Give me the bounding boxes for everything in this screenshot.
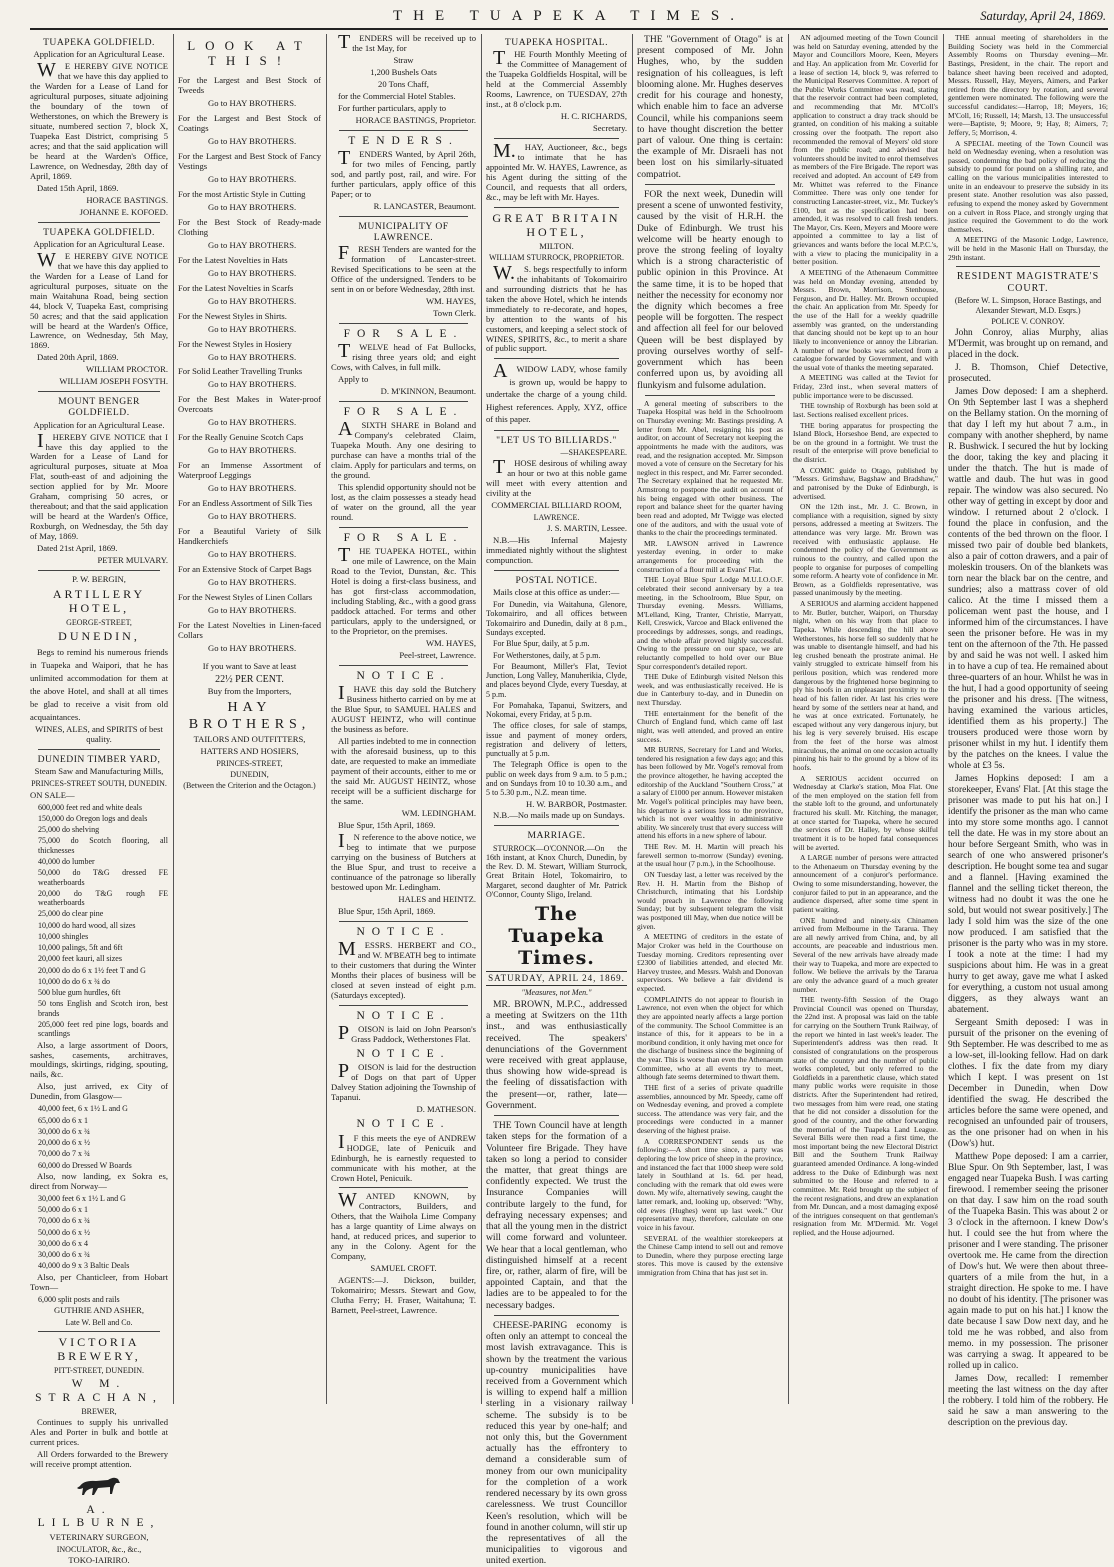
list-item: 70,000 do 7 x ¾: [38, 1149, 90, 1159]
column-3: [331, 31, 476, 1404]
notice-heading: POSTAL NOTICE.: [515, 575, 598, 587]
notice-signature: H. C. RICHARDS,: [560, 110, 627, 121]
tender-item: Straw: [393, 54, 414, 65]
news-paragraph: THE Loyal Blue Spur Lodge M.U.I.O.O.F. celebrated their second anniversary by a tea meeting, in the Schoolroom, Blue Spur, on Thursday evening. Messrs. Williams, M'Lelland, King, Tranter, Christie, Marryatt, Kell, Creswick, Varcoe and Black enlivened the proceedings by addresses, songs, and readings, and the whole affair proved highly successful. Owing to the pressure on our space, we are reluctantly compelled to hold over our Blue Spur correspondent's detailed report.: [637, 575, 783, 671]
notice-signature: H. W. BARBOR, Postmaster.: [526, 798, 627, 809]
news-paragraph: ON Tuesday last, a letter was received by the Rev. H. H. Martin from the Bishop of Christchurch, intimating that his Lordship would preach in Lawrence the following Sunday; but by subsequent telegram the visit was postponed till May, when due notice will be given.: [637, 869, 783, 931]
news-paragraph: THE township of Roxburgh has been sold at last. Sections realised excellent prices.: [793, 401, 938, 419]
court-heading: RESIDENT MAGISTRATE'S COURT.: [956, 271, 1100, 294]
list-item: For Dunedin, via Waitahuna, Glenore, Tokomairiro, and all offices between Tokomairiro and Dunedin, daily at 8 p.m., Sundays excepted.: [486, 600, 627, 637]
list-item: 30,000 feet 6 x 1½ L and G: [38, 1193, 126, 1203]
court-case: POLICE V. CONROY.: [991, 316, 1065, 326]
list-item: 20,000 do do 6 x 1½ feet T and G: [38, 965, 146, 975]
news-paragraph: MR. LAWSON arrived in Lawrence yesterday evening, in order to make arrangements for proceeding with the construction of a flour mill at Evans' Flat.: [637, 538, 783, 574]
notice-signature: R. LANCASTER, Beaumont.: [373, 200, 476, 211]
list-item: 6,000 split posts and rails: [38, 1294, 120, 1304]
notice-text: TWELVE head of Fat Bullocks, rising three years old; and eight Cows, with Calves, in full milk.: [331, 340, 476, 373]
news-paragraph: ONE hundred and ninety-six Chinamen arrived from Melbourne in the Tararua. They are all newly arrived from China, and, by all accounts, are peaceable and industrious men. Several of the new arrivals have already made their way to Tuapeka, and more are expected to follow. We believe the arrivals by the Tararua are only the advance guard of a much greater number.: [793, 915, 938, 994]
tender-text: for the Commercial Hotel Stables.: [338, 90, 456, 101]
goto-line: Go to HAY BROTHERS.: [208, 267, 297, 278]
hotel-ad-text: Begs to remind his numerous friends in Tuapeka and Waipori, that he has unlimited accommodation for them at the above Hotel, and shall at all times be glad to receive a visit from old acquaintances.: [30, 647, 168, 722]
list-item: For the Newest Styles in Hosiery: [178, 338, 292, 349]
notice-heading: MARRIAGE.: [527, 830, 586, 842]
list-item: For an Extensive Stock of Carpet Bags: [178, 564, 312, 574]
column-rule: [481, 34, 482, 1404]
hay-location: (Between the Criterion and the Octagon.): [183, 781, 316, 791]
billiards-heading: "LET US TO BILLIARDS.": [496, 434, 617, 446]
notice-text: THE TUAPEKA HOTEL, within one mile of Lawrence, on the Main Road to the Teviot, Dunstan, &c. This Hotel is doing a first-class business, and has got first-class accommodation, including Stabling, &c., with a good grass paddock attached. For terms and other particulars, apply to the undersigned, or to the Proprietor, on the premises.: [331, 544, 476, 637]
editorial: [486, 999, 627, 1567]
notice-signature: D. MATHESON.: [416, 1104, 476, 1115]
news-paragraph: A SPECIAL meeting of the Town Council was held on Wednesday evening, when a resolution was passed, condemning the bad policy of reducing the subsidy to pound for pound on a shilling rate, and calling on the various municipalities interested to unite in an endeavour to preserve the subsidy in its present state. Another resolution was also passed, refusing to expend the money asked by Government on a culvert in Ross Place, and strongly urging that justice required the Government to do the work themselves.: [948, 138, 1108, 234]
list-item: 20,000 feet kauri, all sizes: [38, 954, 122, 964]
notice-heading: FOR SALE.: [343, 532, 464, 545]
paper-motto: "Measures, not Men.": [521, 987, 592, 997]
column-4: [486, 34, 627, 1567]
hay-brothers-heading: HAY BROTHERS,: [188, 700, 311, 732]
vet-title: VETERINARY SURGEON,: [49, 1531, 149, 1542]
brewery-heading: VICTORIA BREWERY,: [57, 1335, 141, 1364]
list-item: 10,000 palings, 5ft and 6ft: [38, 943, 123, 953]
hotel-name: GREAT BRITAIN HOTEL,: [492, 210, 621, 239]
lease-notice-date: Dated 20th April, 1869.: [37, 352, 119, 363]
ad-heading: MOUNT BENGER GOLDFIELD.: [58, 396, 140, 419]
list-item: For Blue Spur, daily, at 5 p.m.: [493, 639, 590, 649]
notice-text: IN reference to the above notice, we beg to intimate that we purpose carrying on the business of Butchers at the Blue Spur, and trust to receive a continuance of the patronage so liberally bestowed upon Mr. Ledingham.: [331, 829, 476, 892]
ad-heading: TUAPEKA GOLDFIELD.: [43, 226, 155, 238]
goto-line: Go to HAY BROTHERS.: [208, 323, 297, 334]
news-paragraph: COMPLAINTS do not appear to flourish in Lawrence, not even when the object for which they are appointed nearly affects a large portion of the community. The School Committee is an instance of this, for it appears to be in a moribund condition, it only having met once for the discharge of business since the beginning of the year. This is worse than even the Athenaeum Committee, who at all events try to meet, although fate seems determined to thwart them.: [637, 994, 783, 1082]
news-paragraph: THE boring apparatus for prospecting the Island Block, Horseshoe Bend, are expected to be on the ground in a fortnight. We trust the result of the enterprise will prove beneficial to the district.: [793, 420, 938, 464]
timber-also: Also, now landing, ex Sokra es, direct from Norway—: [30, 1170, 168, 1191]
masthead-title: THE TUAPEKA TIMES.: [392, 8, 746, 24]
list-item: 25,000 do clear pine: [38, 909, 104, 919]
notice-signature: HALES and HEINTZ.: [398, 893, 476, 904]
notice-text: MESSRS. HERBERT and CO., and W. M'BEATH beg to intimate to their customers that during the Winter Months their places of business will be closed at seven instead of eight p.m. (Saturdays excepted).: [331, 938, 476, 1000]
hotel-proprietor: P. W. BERGIN,: [72, 574, 126, 585]
tender-item: 1,200 Bushels Oats: [370, 66, 437, 77]
vet-place: TOKO-IAIRIRO.: [68, 1554, 130, 1565]
news-paragraph: A general meeting of subscribers to the Tuapeka Hospital was held in the Schoolroom on Thursday evening: Mr. Bastings presiding. A letter from Mr. Abel, resigning his post as auditor, on account of Secretary not keeping the appointments he made with the auditors, was read, and the resignation accepted. Mr. Simpson moved a vote of censure on the Secretary for his neglect in this respect, and Mr. Farrer seconded. The Secretary explained that he requested Mr. Armstrong to postpone the audit on account of his being engaged with other business. The report and balance sheet for the quarter having been read and adopted, Mr Twigge was elected one of the auditors, and with the usual vote of thanks to the chair the proceedings terminated.: [637, 398, 783, 538]
list-item: 30,000 do 6 x ¾: [38, 1126, 90, 1136]
list-item: For the Really Genuine Scotch Caps: [178, 432, 304, 443]
column-5: [637, 34, 783, 1404]
list-item: 30,000 do 6 x 4: [38, 1238, 88, 1248]
notice-heading: FOR SALE.: [343, 327, 464, 340]
list-item: For the Latest Novelties in Scarfs: [178, 282, 294, 293]
notice-heading: NOTICE.: [356, 670, 451, 683]
notice-text: AWIDOW LADY, whose family is grown up, would be happy to undertake the charge of a young child. Highest references. Apply, XYZ, office of this paper.: [486, 360, 627, 425]
notice-text: POISON is laid for the destruction of Dogs on that part of Upper Dalvey Station adjoining the Township of Tapanui.: [331, 1060, 476, 1103]
timber-stock-list: [30, 803, 168, 1039]
lease-signature: HORACE BASTINGS.: [86, 194, 168, 205]
goto-line: Go to HAY BROTHERS.: [208, 295, 297, 306]
list-item: 500 blue gum hurdles, 6ft: [38, 988, 121, 998]
notice-text: WANTED KNOWN, by Contractors, Builders, and Others, that the Waihola Lime Company has a large quantity of Lime always on hand, at reduced prices, and superior to any in the Colony. Agent for the Company,: [331, 1189, 476, 1262]
notice-text: N.B.—No mails made up on Sundays.: [493, 810, 625, 821]
article-paragraph: CHEESE-PARING economy is often only an attempt to conceal the most lavish extravagance. This is shown by the treatment the various up-country municipalities have received from a Government which is willing to expend half a million sterling in a visionary railway scheme. The subsidy is to be reduced this year by one-half; and not only this, but the Government actually has the effrontery to demand a considerable sum of money from our own municipality for the completion of a work rendered necessary by its own gross carelessness. We trust Councillor Keen's resolution, which will be found in another column, will stir up the representatives of all the municipalities to vigorous and united exertion.: [486, 1319, 627, 1567]
vet-inoc: INOCULATOR, &c., &c.,: [56, 1544, 142, 1554]
list-item: 10,000 do do 6 x ¾ do: [38, 976, 110, 986]
notice-text: FRESH Tenders are wanted for the formation of Lancaster-street. Revised Specifications to be seen at the Office of the undersigned. Tenders to be sent in on or before Wednesday, 28th inst.: [331, 242, 476, 295]
notice-heading: NOTICE.: [356, 925, 451, 938]
goto-line: Go to HAY BROTHERS.: [208, 604, 297, 615]
notice-signature: SAMUEL CROFT.: [370, 1263, 437, 1274]
list-item: For the Latest Novelties in Linen-faced Collars: [178, 619, 321, 640]
list-item: For a Beautiful Variety of Silk Handkerchiefs: [178, 526, 321, 547]
court-paragraph: J. B. Thomson, Chief Detective, prosecuted.: [948, 363, 1108, 385]
list-item: 150,000 do Oregon logs and deals: [38, 813, 148, 823]
list-item: For the most Artistic Style in Cutting: [178, 188, 306, 199]
notice-signature: Peel-street, Lawrence.: [399, 650, 476, 661]
notice-text: STURROCK—O'CONNOR.—On the 16th instant, at Knox Church, Dunedin, by the Rev. D. M. Stewart, William Sturrock, Great Britain Hotel, Tokomairiro, to Margaret, second daughter of Mr. Patrick O'Connor, County Sligo, Ireland.: [486, 843, 627, 899]
column-7: [948, 33, 1108, 1429]
ad-heading: TUAPEKA GOLDFIELD.: [43, 37, 155, 48]
vet-name: A. LILBURNE,: [37, 1504, 161, 1530]
news-paragraph: THE twenty-fifth Session of the Otago Provincial Council was opened on Thursday, the 22nd inst. A proposal was laid on the table for carrying on the Southern Trunk Railway, of the report we hinted in last week's leader. The Superintendent's address was then read. It consisted of congratulations on the prosperous state of the country and the number of public works completed, but only referred to the Goldfields in a parenthetic clause, which stated many public works were requisite in those districts. After the Superintendent had retired, two messages from him were read, one stating that he did not consider a dissolution for the good of the country, and the other forwarding the memorial of the Tuapeka Land League. Several Bills were then read a first time, the most important being the new Electoral District Bill and the Southern Trunk Railway guaranteed amended Ordinance. A long-winded address to the Duke of Edinburgh was next submitted to the House and referred to a committee. Mr. Reid brought up the subject of the recent resignations, and drew an explanation from Mr. Duncan, and a most damaging exposé of the intrigues consequent on that gentleman's resignation from Mr. M'Dermid. Mr. Vogel replied, and the House adjourned.: [793, 995, 938, 1237]
timber-yard-address: PRINCES-STREET SOUTH, DUNEDIN.: [31, 779, 167, 789]
news-paragraph: ON the 12th inst., Mr. J. C. Brown, in compliance with a requisition, signed by sixty persons, addressed a meeting at Switzers. The attendance was very large. Mr. Brown was received with enthusiastic applause. He condemned the policy of the Government as ruinous to the country, and called upon the people to organise for purposes of compelling some reform. A hearty vote of confidence in Mr. Brown, as a Goldfields representative, was passed unanimously by the meeting.: [793, 502, 938, 598]
brewer-name: W M. STRACHAN,: [35, 1378, 163, 1404]
horse-icon: [74, 1474, 124, 1500]
goto-line: Go to HAY BROTHERS.: [208, 576, 297, 587]
lease-notice-text: IHEREBY GIVE NOTICE that I have this day applied to the Warden for a Lease of Land for agricultural purposes, situate at Moa Flat, south-east of and adjoining the section applied for by Mr. Moore Graham, comprising 50 acres, or thereabout; and that the said application will be heard at the Warden's Office, Roxburgh, on Wednesday, the 5th day of May, 1869.: [30, 429, 168, 542]
hotel-name: ARTILLERY HOTEL,: [52, 587, 146, 615]
timber-also: Also, just arrived, ex City of Dunedin, from Glasgow—: [30, 1081, 168, 1102]
list-item: 40,000 do 9 x 3 Baltic Deals: [38, 1261, 130, 1271]
notice-signature: WM. LEDINGHAM.: [401, 808, 476, 819]
notice-text: TENDERS Wanted, by April 26th, for two miles of Fencing, partly sod, and partly post, rail, and wire. For further particulars, apply office of this Paper; or to: [331, 147, 476, 199]
news-paragraph: A CORRESPONDENT sends us the following:—A short time since, a party was deploring the low price of sheep in the province, and instanced the fact that 1000 sheep were sold lately in Southland at 1s. 6d. per head, concluding with the remark that old ewes were down. My wife, alternatively sewing, caught the latter remark, and, looking up, observed: "Why, old ewes (Hughes) went up last week." Our representative may, therefore, calculate on one voice in his favour.: [637, 1136, 783, 1232]
timber-also: Also, per Chanticleer, from Hobart Town—: [30, 1271, 168, 1292]
news-paragraph: THE annual meeting of shareholders in the Building Society was held in the Commercial Assembly Rooms on Thursday evening—Mr. Bastings, President, in the chair. The report and balance sheet having been received and adopted, Messrs. Russell, Hay, Meyers, Aimers, and Parker retired from the directory by rotation, and several gentlemen were nominated. The following were the successful candidates:—Harrop, 18; Meyers, 16; M'Coll, 16; Russell, 14; Marsh, 13. The unsuccessful were—Baptiste, 9; Moore, 9; Hay, 8; Aimers, 7; Jeffery, 5; Morrison, 4.: [948, 33, 1108, 137]
column-rule: [788, 34, 789, 1404]
list-item: For the Largest and Best Stock of Fancy Vestings: [178, 150, 321, 171]
column-rule: [326, 34, 327, 1404]
brewery-text: All Orders forwarded to the Brewery will receive prompt attention.: [30, 1449, 168, 1470]
goto-line: Go to HAY BROTHERS.: [208, 201, 297, 212]
notice-heading: NOTICE.: [356, 1118, 451, 1131]
list-item: For the Best Makes in Water-proof Overcoats: [178, 394, 321, 415]
paper-dateline: SATURDAY, APRIL 24, 1869.: [486, 971, 627, 985]
list-item: For the Largest and Best Stock of Tweeds: [178, 75, 321, 96]
list-item: For the Newest Styles of Linen Collars: [178, 591, 313, 602]
column-rule: [173, 34, 174, 1404]
goto-line: Go to HAY BROTHERS.: [208, 511, 297, 522]
ad-subheading: Application for an Agricultural Lease.: [33, 419, 165, 430]
list-item: 25,000 do shelving: [38, 825, 100, 835]
article-paragraph: THE Town Council have at length taken steps for the formation of a Volunteer fire Brigade. They have taken so long a period to consider the matter, that great things are confidently expected. We trust the Insurance Companies will contribute largely to the fund, for defraying necessary expenses; and that all the young men in the district will come forward and volunteer. We hear that a local gentleman, who distinguished himself at a recent fire, or, rather, alarm of fire, will be appointed Captain, and that the ladies are to be appealed to for the necessary badges.: [486, 1120, 627, 1311]
list-item: 600,000 feet red and white deals: [38, 802, 142, 812]
percent-line: 22½ PER CENT.: [215, 673, 284, 685]
notice-heading: NOTICE.: [356, 1009, 451, 1022]
hotel-ad-text: W.S. begs respectfully to inform the inhabitants of Tokomairiro and surrounding districts that he has taken the above Hotel, which he intends immediately to re-decorate, and hopes, by attention to the wants of his customers, and keeping a select stock of WINES, SPIRITS, &c., to merit a share of public support.: [486, 261, 627, 354]
list-item: 50,000 do T&G dressed FE weatherboards: [38, 868, 168, 887]
lease-signature: PETER MULVARY.: [97, 555, 168, 566]
goto-line: Go to HAY BROTHERS.: [208, 173, 297, 184]
timber-firm-late: Late W. Bell and Co.: [65, 1317, 133, 1327]
hotel-proprietor: WILLIAM STURROCK, PROPRIETOR.: [489, 253, 624, 263]
list-item: For Solid Leather Travelling Trunks: [178, 366, 303, 377]
news-paragraph: THE entertainment for the benefit of the Church of England fund, which came off last night, was well attended, and proved an entire success.: [637, 708, 783, 744]
notice-signature: Town Clerk.: [433, 307, 476, 318]
notice-text: IHAVE this day sold the Butchery Business hitherto carried on by me at the Blue Spur, to SAMUEL HALES and AUGUST HEINTZ, who will continue the business as before.: [331, 682, 476, 735]
news-paragraph: A COMIC guide to Otago, published by "Messrs. Grimshaw, Bagshaw and Bradshaw," and patronised by the Duke of Edinburgh, is advertised.: [793, 465, 938, 501]
brewery-text: Continues to supply his unrivalled Ales and Porter in bulk and bottle at current prices.: [30, 1417, 168, 1448]
notice-date: Blue Spur, 15th April, 1869.: [338, 820, 436, 831]
notice-heading: MUNICIPALITY OF LAWRENCE.: [358, 220, 449, 244]
notice-text: This splendid opportunity should not be lost, as the claim possesses a steady head of water on the ground, all the year round.: [331, 482, 476, 523]
masthead: [30, 8, 1108, 30]
news-paragraph: THE Duke of Edinburgh visited Nelson this week, and was enthusiastically received. He is due in Canterbury to-day, and in Dunedin on next Thursday.: [637, 672, 783, 708]
list-item: 10,000 do hard wood, all sizes: [38, 920, 136, 930]
notice-text: AGENTS:—J. Dickson, builder, Tokomairiro; Messrs. Stewart and Gow, Clutha Ferry; H. Fraser, Waitahuna; T. Barnett, Peel-street, Lawrence.: [331, 1275, 476, 1316]
lease-notice-text: WE HEREBY GIVE NOTICE that we have this day applied to the Warden for a Lease of Land for agricultural purposes, situate on the main Waitahuna Road, being section 44, block V, Tuapeka East, comprising 50 acres; and that the said application will be heard at the Warden's Office, Lawrence, on Wednesday, 5th May, 1869.: [30, 248, 168, 351]
column-rule: [943, 34, 944, 1404]
tender-text: For further particulars, apply to: [338, 102, 447, 113]
list-item: For the Best Stock of Ready-made Clothing: [178, 216, 321, 237]
notice-text: The office closes, for sale of stamps, issue and payment of money orders, registration and delivery of letters, punctually at 5 p.m.: [486, 721, 627, 759]
notice-signature: WM. HAYES,: [425, 295, 476, 306]
hotel-town: MILTON.: [539, 240, 574, 251]
hay-city: DUNEDIN,: [230, 769, 269, 779]
notice-text: POISON is laid on John Pearson's Grass Paddock, Wetherstones Flat.: [338, 1022, 476, 1045]
court-paragraph: John Conroy, alias Murphy, alias M'Dermit, was brought up on remand, and placed in the dock.: [948, 328, 1108, 361]
court-paragraph: James Dow, recalled: I remember meeting the last witness on the day after the robbery. I told him of the robbery. He said he saw a man answering to the description on the previous day.: [948, 1374, 1108, 1429]
importers-line: Buy from the Importers,: [207, 686, 292, 697]
notice-text: Apply to: [338, 374, 369, 385]
notice-heading: TENDERS.: [348, 134, 459, 147]
goto-line: Go to HAY BROTHERS.: [208, 549, 297, 560]
goto-line: Go to HAY BROTHERS.: [208, 483, 297, 494]
list-item: For an Immense Assortment of Waterproof Leggings: [178, 460, 321, 481]
news-paragraph: A SERIOUS and alarming accident happened to Mr. Butler, butcher, Waipori, on Thursday night, when on his way from that place to Tapeka. While descending the hill above Wetherstones, his horse fell so suddenly that he was unable to disentangle himself, and had his leg crushed beneath the prostrate animal. He vainly struggled to extricate himself from his perilous position, which was rendered more dangerous by the frightened horse beginning to ply his hoofs in an unpleasant proximity to the head of his fallen rider. At last his cries were heard by some of the settlers near at hand, and he was at once extricated. Fortunately, he escaped without any very dangerous injury, but his leg is very severely bruised. His escape from the feet of the horse was almost miraculous, the animal on one occasion actually pinning his hair to the ground by a blow of its hoofs.: [793, 599, 938, 772]
list-item: For Beaumont, Miller's Flat, Teviot Junction, Long Valley, Manuherikia, Clyde, and places beyond Clyde, every Tuesday, at 5 p.m.: [486, 661, 627, 699]
court-paragraph: Matthew Pope deposed: I am a carrier, Blue Spur. On 9th September, last, I was engaged near Tuapeka Bush. I was carting firewood. I remember seeing the prisoner on that day. I saw him on the road south of the Tuapeka Basin. This was about 2 or 3 o'clock in the afternoon. I knew Dow's hut. I could see the hut from where the prisoner and I were standing. The prisoner overtook me. He came from the direction of Dow's hut. We were then about three-quarters of a mile from the hut, in a straight direction. He spoke to me. I have no doubt of his identity. [The prisoner was again made to put on his hat.] I know the date because I saw Dow next day, and he told me he was robbed, and also from memo. in my possession. The prisoner was carrying a swag. It appeared to be rolled up in calico.: [948, 1152, 1108, 1372]
goto-line: Go to HAY BROTHERS.: [208, 445, 297, 456]
timber-firm: GUTHRIE AND ASHER,: [54, 1304, 144, 1315]
news-paragraph: A MEETING of creditors in the estate of Major Croker was held in the Courthouse on Tuesday morning. Creditors representing over £2300 of liabilities attended, and elected Mr. Harvey trustee, and Messrs. Walsh and Donovan supervisors. We believe a fair dividend is expected.: [637, 932, 783, 994]
notice-text: THOSE desirous of whiling away an hour or two at this noble game will meet with every attention and civility at the: [486, 456, 627, 499]
column-1: [30, 34, 168, 1565]
billiards-town: LAWRENCE.: [533, 512, 580, 522]
news-paragraph: AN adjourned meeting of the Town Council was held on Saturday evening, attended by the Mayor and Councillors Moore, Keen, Meyers and Hay. An application from Mr. Coverlid for a lease of section 14, block 9, was referred to the Municipal Reserves Committee. A report of the Public Works Committee was read, stating that the reservoir contract had been completed, and recommending that Mr. M'Coll's application to construct a dray track should be granted, on condition of his making a suitable crossing over the footpath. The report also recommended the removal of Meyers' old store from the public road; and advised that volunteers should be invited to enrol themselves as members of the Fire Brigade. The report was received and adopted. An account of £49 from Mr. Whittet was referred to the Finance Committee. There was only one tender for constructing Lancaster-street, viz., Mr. Tuckey's £100, but as the specification had been amended, it was resolved to call fresh tenders. The Mayor, Crs. Keen, Meyers and Moore were appointed a committee to lay a list of grievances and wants before the local M.P.C.'s, with a view to placing the municipality in a better position.: [793, 33, 938, 267]
list-item: 70,000 do 6 x ¾: [38, 1216, 90, 1226]
goto-line: Go to HAY BROTHERS.: [208, 417, 297, 428]
lease-notice-text: WE HEREBY GIVE NOTICE that we have this day applied to the Warden for a Lease of Land for agricultural purposes, situate adjoining the boundary of the town of Wetherstones, on which the Brewery is situate, numbered section 7, block X, Tuapeka East District, comprising 5 acres; and that the said application will be heard at the Warden's Office, Lawrence, on Wednesday, 28th day of April, 1869.: [30, 59, 168, 181]
hotel-wines: WINES, ALES, and SPIRITS of best quality.: [35, 724, 163, 745]
court-bench: (Before W. L. Simpson, Horace Bastings, and Alexander Stewart, M.D. Esqrs.): [954, 296, 1102, 315]
hotel-street: GEORGE-STREET,: [66, 617, 132, 627]
on-sale-label: ON SALE—: [30, 789, 75, 800]
hay-trade: HATTERS AND HOSIERS,: [200, 745, 299, 756]
court-paragraph: Sergeant Smith deposed: I was in pursuit of the prisoner on the evening of 9th September. He was described to me as a low-set, ill-looking fellow. Had on dark clothes. I fix the date from my diary which I kept. I was present on 1st December in Dunedin, when Dow identified the swag. He described the articles before the same were opened, and recognised an unfounded pair of trousers, as the one prisoner had on when in his (Dow's) hut.: [948, 1018, 1108, 1150]
news-paragraph: A MEETING was called at the Teviot for Friday, 23rd inst., when several matters of public importance were to be discussed.: [793, 373, 938, 400]
notice-heading: NOTICE.: [356, 1048, 451, 1061]
ad-subheading: Application for an Agricultural Lease.: [33, 238, 165, 249]
list-item: 10,000 shingles: [38, 931, 89, 941]
hay-trade: TAILORS AND OUTFITTERS,: [193, 733, 306, 744]
ad-subheading: Application for an Agricultural Lease.: [33, 49, 165, 60]
notice-text: All parties indebted to me in connection with the aforesaid business, up to this date, are requested to make an immediate payment of their accounts, either to me or the said Mr. AUGUST HEINTZ, whose receipt will be a sufficient discharge for the same.: [331, 736, 476, 807]
goto-line: Go to HAY BROTHERS.: [208, 98, 297, 109]
hay-brothers-list: [178, 76, 321, 654]
goto-line: Go to HAY BROTHERS.: [208, 351, 297, 362]
list-item: 20,000 do T&G rough FE weatherboards: [38, 888, 168, 908]
brewery-address: PITT-STREET, DUNEDIN.: [54, 1365, 144, 1375]
hay-street: PRINCES-STREET,: [216, 758, 283, 768]
list-item: For the Latest Novelties in Hats: [178, 254, 288, 265]
brewer-title: BREWER,: [81, 1406, 117, 1416]
masthead-date: Saturday, April 24, 1869.: [980, 9, 1106, 23]
column-6: [793, 34, 938, 1404]
article-paragraph: MR. BROWN, M.P.C., addressed a meeting at Switzers on the 11th inst., and was enthusiastically received. The speakers' denunciations of the Government were received with great applause, thus showing how wide-spread is the feeling of dissatisfaction with the present—or, rather, late—Government.: [486, 998, 627, 1111]
tender-text: TENDERS will be received up to the 1st May, for: [338, 31, 476, 53]
lease-signature: WILLIAM PROCTOR.: [86, 364, 168, 375]
billiards-room: COMMERCIAL BILLIARD ROOM,: [491, 499, 622, 510]
lease-notice-date: Dated 21st April, 1869.: [37, 543, 118, 554]
article-paragraph: FOR the next week, Dunedin will present a scene of unwonted festivity, caused by the visit of H.R.H. the Duke of Edinburgh. We trust his welcome will be hearty enough to prove the strong feeling of loyalty which is a strong characteristic of public opinion in this Province. At the same time, it is to be hoped that neither the necessity for economy nor the dignity which becomes a free people will be forgotten. The respect and affection all feel for our beloved Queen will be best displayed by proving ourselves worthy of self-government which has been conferred upon us, by avoiding all flunkyism and fulsome adulation.: [637, 188, 783, 391]
list-item: 40,000 feet, 6 x 1½ L and G: [38, 1104, 128, 1114]
court-paragraph: James Hopkins deposed: I am a storekeeper, Evans' Flat. [At this stage the prisoner was made to put his hat on.] I identify the prisoner as the man who came into my store some months ago. I cannot tell the date. He was in my store about an hour before Sergeant Smith, who was in search of one who answered prisoner's description. He bought some tea and sugar and a flannel. [Having examined the flannel and the selling ticket thereon, the witness had no doubt it was the one he sold, but would not swear positively.] The lady I sold him was the size of the one now produced. I am satisfied that the prisoner is the party who was in my store. I took a note at the time: I had my suspicions about him. He was in a great hurry to get away, gave me what I asked for everything, a custom not usual among diggers, as they always want an abatement.: [948, 774, 1108, 1016]
news-paragraph: SEVERAL of the wealthier storekeepers at the Chinese Camp intend to sell out and remove to Dunedin, where they purpose erecting large stores. This move is caused by the extensive immigration from China that has just set in.: [637, 1233, 783, 1278]
news-paragraph: THE Rev. M. H. Martin will preach his farewell sermon to-morrow (Sunday) evening, at the usual hour (7 p.m.), in the Schoolhouse.: [637, 842, 783, 869]
notice-signature: J. S. MARTIN, Lessee.: [547, 523, 627, 534]
news-paragraph: MR BURNS, Secretary for Land and Works, tendered his resignation a few days ago; and this has been followed by Mr. Vogel's removal from the province altogether, he having accepted the editorship of the Auckland "Southern Cross," at a salary of £1000 per annum. However mistaken Mr. Vogel's political principles may have been, his departure is a serious loss to the province, which is not over wealthy in administrative ability. We sincerely trust that every success will attend his efforts in a new sphere of labour.: [637, 745, 783, 841]
notice-text: The Telegraph Office is open to the public on week days from 9 a.m. to 5 p.m.; and on Sundays from 10 to 10.30 a.m., and 5 to 5.30 p.m., N.Z. mean time.: [486, 760, 627, 798]
list-item: 50,000 do 6 x ½: [38, 1227, 90, 1237]
tender-item: 20 Tons Chaff,: [378, 78, 429, 89]
list-item: 65,000 do 6 x 1: [38, 1115, 88, 1125]
news-paragraph: A SERIOUS accident occurred on Wednesday at Clarke's station, Moa Flat. One of the men employed on the station fell from the stable loft to the ground, and unfortunately fractured his skull. Mr. Kitching, the manager, at once started for Tuapeka, where he secured the services of Dr. Halley, by whose skilful treatment it is to be hoped fatal consequences will be averted.: [793, 773, 938, 852]
notice-date: Blue Spur, 15th April, 1869.: [338, 905, 436, 916]
news-paragraph: A MEETING of the Masonic Lodge, Lawrence, will be held in the Masonic Hall on Thursday, the 29th instant.: [948, 235, 1108, 262]
hotel-city: DUNEDIN,: [58, 629, 140, 644]
column-rule: [632, 34, 633, 1404]
list-item: 75,000 do Scotch flooring, all thicknesses: [38, 836, 168, 855]
look-heading: LOOK AT THIS!: [187, 38, 312, 69]
article-paragraph: THE "Government of Otago" is at present composed of Mr. John Hughes, who, by the sudden resignation of his colleagues, is left blooming alone. Mr. Hughes deserves credit for his courage and honesty, which enable him to face an adverse Council, while his companions seem to have thought discretion the better part of valour. One thing is certain: the example of Mr. Disraeli has not been lost on his similarly-situated compatriot.: [637, 34, 783, 180]
notice-signature: D. M'KINNON, Beaumont.: [380, 386, 476, 397]
notice-heading: TUAPEKA HOSPITAL.: [504, 37, 609, 48]
notice-heading: FOR SALE.: [343, 406, 464, 419]
timber-yard-heading: DUNEDIN TIMBER YARD,: [37, 754, 161, 766]
notice-text: Mails close at this office as under:—: [493, 587, 620, 598]
save-line: If you want to Save at least: [202, 660, 297, 671]
timber-also: Also, a large assortment of Doors, sashes, casements, architraves, mouldings, skirtings, ridging, spouting, nails, &c.: [30, 1039, 168, 1080]
notice-text: IF this meets the eye of ANDREW HODGE, late of Penicuik and Edinburgh, he is earnestly requested to communicate with his mother, at the Crown Hotel, Penicuik.: [331, 1130, 476, 1183]
paper-title: The Tuapeka Times.: [508, 903, 605, 970]
lease-signature: JOHANNE E. KOFOED.: [79, 206, 168, 217]
lease-notice-date: Dated 15th April, 1869.: [37, 182, 119, 193]
tender-signature: HORACE BASTINGS, Proprietor.: [355, 114, 476, 125]
notice-text: N.B.—His Infernal Majesty immediated nightly without the slightest compunction.: [486, 535, 627, 566]
news-paragraph: A MEETING of the Athenaeum Committee was held on Monday evening, attended by Messrs. Brown, Morrison, Stenhouse, Ferguson, and Dr. Halley. Mr. Brown occupied the chair. An application from Mr. Speedy for the use of the Hall for a weekly quadrille assembly was granted, on the understanding that dancing should not be kept up to an hour likely to inconvenience or annoy the Librarian. A number of new books was selected from a catalogue forwarded by Government, and with the usual vote of thanks the meeting separated.: [793, 267, 938, 372]
news-paragraph: A LARGE number of persons were attracted to the Athenaeum on Thursday evening by the announcement of a conjuror's performance. Owing to some misunderstanding, however, the conjuror failed to put in an appearance, and the audience dispersed, after some time spent in patient waiting.: [793, 853, 938, 914]
goto-line: Go to HAY BROTHERS.: [208, 239, 297, 250]
goto-line: Go to HAY BROTHERS.: [208, 379, 297, 390]
goto-line: Go to HAY BROTHERS.: [208, 642, 297, 653]
list-item: For an Endless Assortment of Silk Ties: [178, 498, 313, 509]
notice-text: THE Fourth Monthly Meeting of the Committee of Management of the Tuapeka Goldfields Hospital, will be held at the Commercial Assembly Rooms, Lawrence, on TUESDAY, 27th inst., at 8 o'clock p.m.: [486, 47, 627, 109]
list-item: 205,000 feet red pine logs, boards and scantlings: [38, 1020, 168, 1039]
notice-text: M.HAY, Auctioneer, &c., begs to intimate that he has appointed Mr. W. HAYES, Lawrence, as his Agent during the sitting of the Council, and requests that all orders, &c., may be left with Mr. Hayes.: [486, 139, 627, 202]
list-item: For the Largest and Best Stock of Coatings: [178, 113, 321, 134]
list-item: 50,000 do 6 x 1: [38, 1205, 88, 1215]
lease-signature: WILLIAM JOSEPH FOSYTH.: [59, 376, 168, 387]
court-paragraph: James Dow deposed: I am a shepherd. On 9th September last I was a shepherd on the Bellamy station. On the morning of that day I left my hut about 7 a.m., in company with another shepherd, by name R. Bushwick. I secured the hut by locking the door, taking the key and placing it under the thatch. The hut is made of wattle and daub. The hut was in good repair. The window was also secured. No other way of getting in except by door and window. I returned about 2 o'clock. I found the place in confusion, and the contents of the bed thrown on the floor. I missed two pair of double bed blankets, also a pair of cotton drawers, and a pair of moleskin trousers. On of the blankets was torn near the black bar on the centre, and sundries; also a mattrass cover of old calico. At the time I missed them a policeman went past the house, and I informed him of the circumstances. I have seen the prisoner before. He was in my tent on the afternoon of the 7th. He passed by and said he was not well. I asked him in to have a cup of tea. He remained about three-quarters of an hour. Whilst he was in the hut, I had a good opportunity of seeing the prisoner and his dress. [The witness, having examined the various articles, identified them as his property.] The trousers produced were those worn by prisoner whilst in my hut. I identify them by the patches on the knees. I value the whole at £3 5s.: [948, 387, 1108, 772]
column-2: [178, 34, 321, 1404]
list-item: 60,000 do Dressed W Boards: [38, 1160, 132, 1170]
list-item: 40,000 do lumber: [38, 857, 95, 867]
list-item: For Pomahaka, Tapanui, Switzers, and Nokomai, every Friday, at 5 p.m.: [486, 700, 627, 720]
notice-signature: WM. HAYES,: [425, 638, 476, 649]
list-item: For Wetherstones, daily, at 5 p.m.: [493, 650, 601, 660]
list-item: For the Newest Styles in Shirts.: [178, 310, 287, 321]
goto-line: Go to HAY BROTHERS.: [208, 136, 297, 146]
timber-yard-sub: Steam Saw and Manufacturing Mills,: [34, 766, 164, 777]
list-item: 30,000 do 6 x ¾: [38, 1250, 90, 1260]
billiards-attribution: —SHAKESPEARE.: [560, 447, 627, 457]
notice-text: ASIXTH SHARE in Boland and Company's celebrated Claim, Tuapeka Mouth. Any one desiring to purchase can have a months trial of the claim. Apply for particulars and terms, on the ground.: [331, 418, 476, 481]
list-item: 50 tons English and Scotch iron, best brands: [38, 999, 168, 1018]
notice-signature: Secretary.: [592, 122, 627, 133]
news-paragraph: THE first of a series of private quadrille assemblies, announced by Mr. Speedy, came off on Wednesday evening, and proved a complete success. The attendance was very fair, and the proceedings were conducted in a manner deserving of the highest praise.: [637, 1082, 783, 1136]
list-item: 20,000 do 6 x ½: [38, 1138, 90, 1148]
